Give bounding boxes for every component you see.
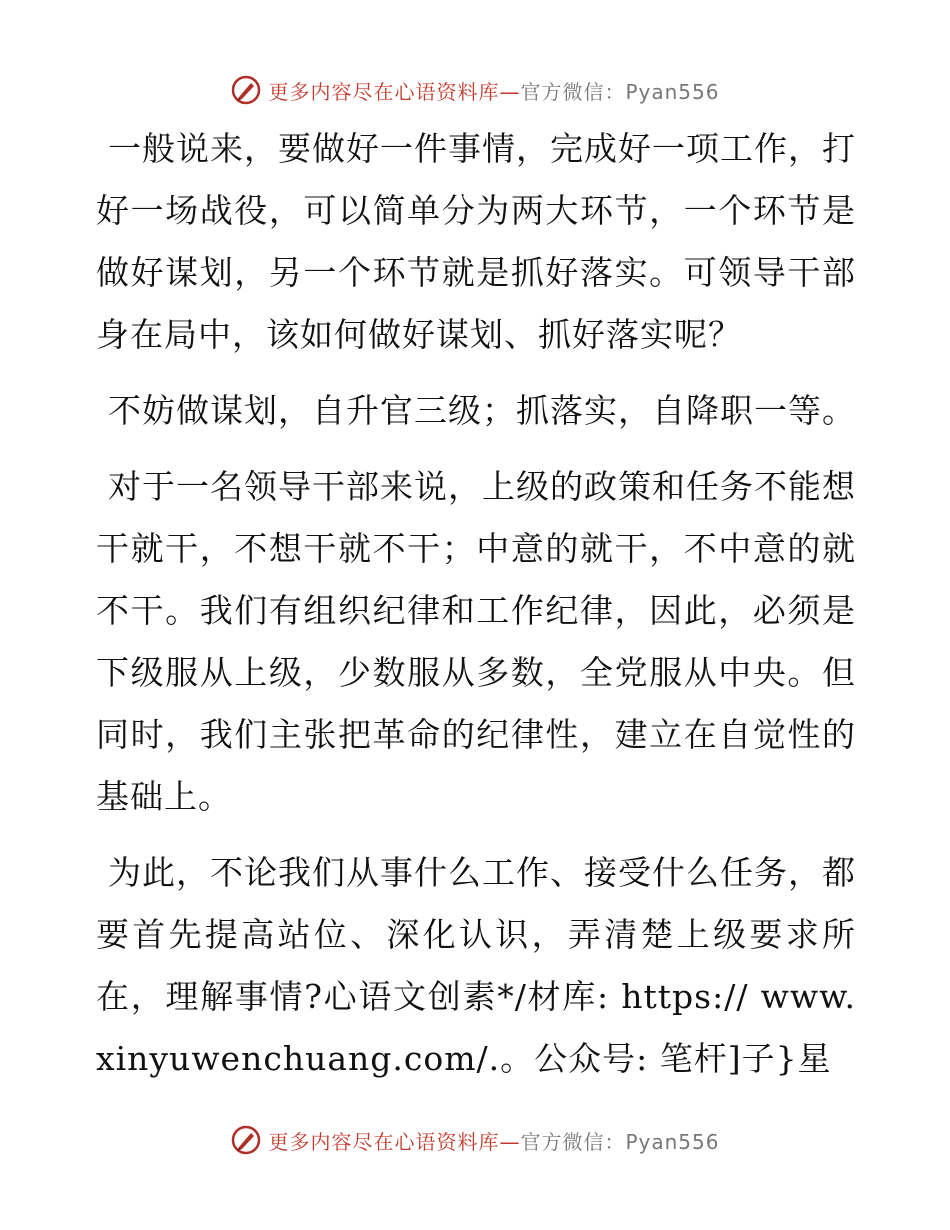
footer-banner-wechat: 官方微信：Pyan556 (520, 1129, 720, 1154)
paragraph-2: 不妨做谋划，自升官三级；抓落实，自降职一等。 (108, 391, 856, 430)
paragraph-3: 对于一名领导干部来说，上级的政策和任务不能想干就干，不想干就不干；中意的就干，不中意的就不干。我们有组织纪律和工作纪律，因此，必须是下级服从上级，少数服从多数，全党服从中央。但同时，我们主张把革命的纪律性，建立在自觉性的基础上。 (96, 467, 856, 816)
paragraph-1: 一般说来，要做好一件事情，完成好一项工作，打好一场战役，可以简单分为两大环节，一个环节是做好谋划，另一个环节就是抓好落实。可领导干部身在局中，该如何做好谋划、抓好落实呢？ (96, 129, 856, 354)
footer-watermark-banner (0, 1120, 950, 1160)
header-banner-wechat: 官方微信：Pyan556 (520, 79, 720, 104)
header-banner-text: 更多内容尽在心语资料库— (268, 79, 521, 104)
pen-logo-icon (230, 1124, 262, 1156)
footer-banner-text: 更多内容尽在心语资料库— (268, 1129, 521, 1154)
pen-logo-icon (230, 74, 262, 106)
paragraph-4: 为此，不论我们从事什么工作、接受什么任务，都要首先提高站位、深化认识，弄清楚上级要求所在，理解事情?心语文创素*/材库: https:// www.xinyuwenchuang.com/.。公众号: 笔杆]子}星 (96, 853, 856, 1078)
document-body (96, 118, 856, 1090)
header-watermark-banner (0, 70, 950, 110)
